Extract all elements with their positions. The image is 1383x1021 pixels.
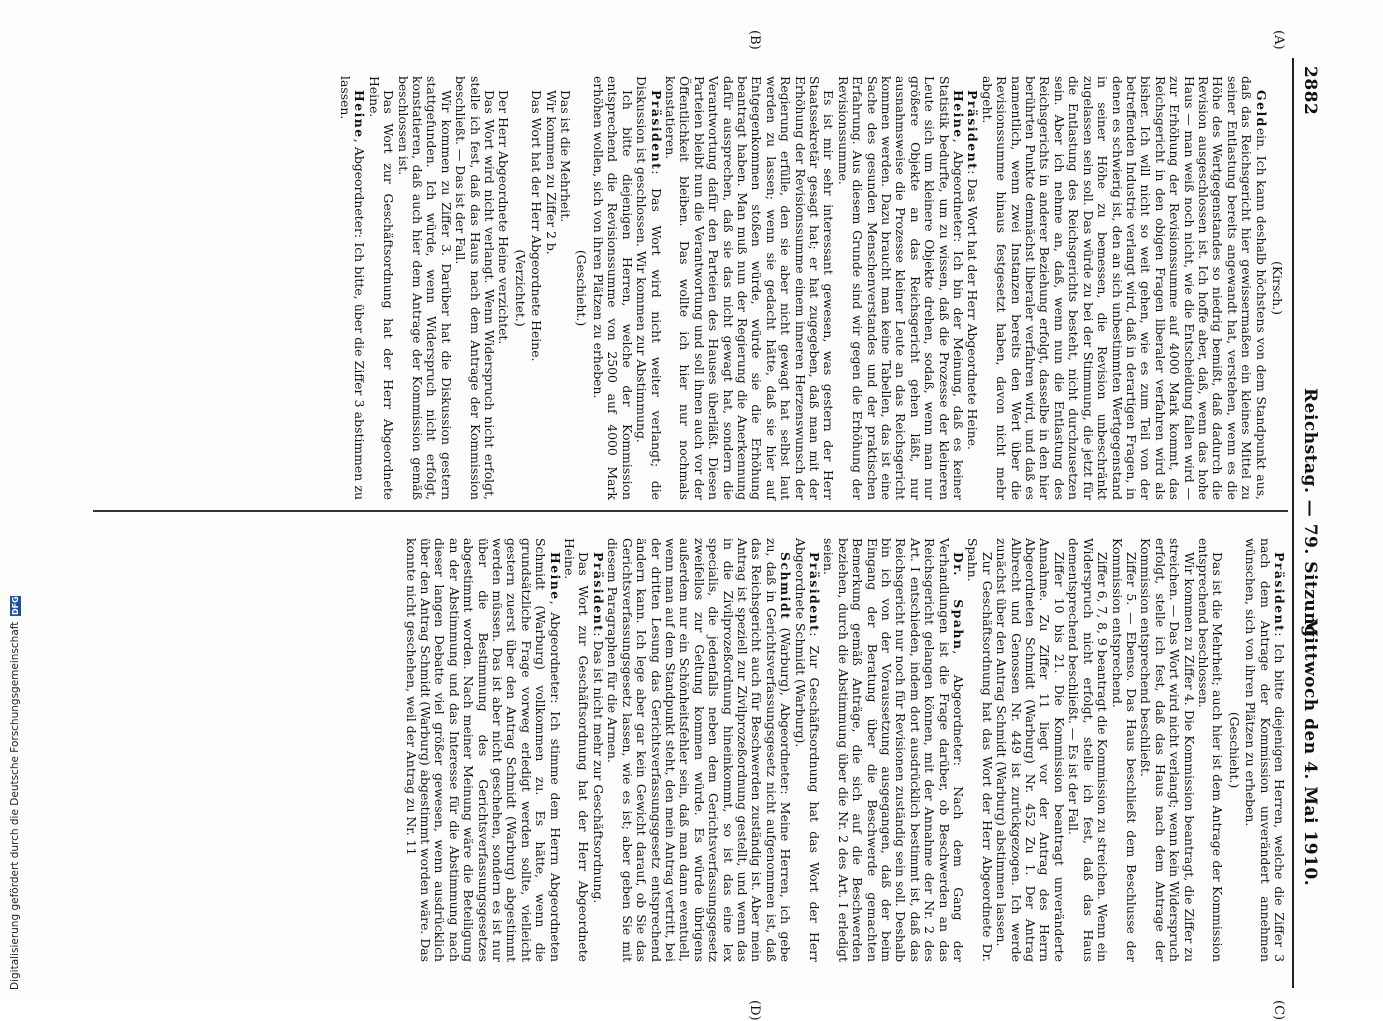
paragraph-text: : Das Wort hat der Herr Abgeordnete Heine. (965, 170, 981, 450)
paragraph (1138, 538, 1196, 962)
paragraph (663, 76, 836, 500)
paragraph (403, 538, 561, 962)
page-header (1296, 58, 1322, 988)
paragraph-text: Es ist mir sehr interessant gewesen, was gestern der Herr Staatssekretär gesagt hat; er hat zugegeben, daß man mit der Erhöhung der Revisionssumme einem inneren Herzenswunsch der Regierung erfülle, den sie aber nicht gewagt hat selbst laut werden zu lassen; wenn sie gedacht hätte, daß sie hier auf Entgegenkommen stoßen würde, würde sie die Erhöhung beantragt haben. Man muß nun der Regierung die Anerkennung dafür aussprechen, daß sie das nicht gewagt hat, sondern die Verantwortung dafür den Parteien des Hauses überläßt. Diesen Parteien bleibt nun die Verantwortung und soll ihnen auch vor der Öffentlichkeit bleiben. Das wollte ich hier nur nochmals konstatieren. (662, 76, 837, 500)
stage-direction (512, 76, 526, 500)
speaker-name: Geld (1253, 90, 1269, 128)
paragraph (994, 538, 1066, 962)
paragraph-text: (Warburg), Abgeordneter: Meine Herren, ich gebe zu, daß in Gerichtsverfassungsgesetz nicht aufgenommen ist, daß das Reichsgericht auch für Beschwerden zuständig ist. Aber mein Antrag ist speziell zur Zivilprozeßordnung gestellt, und wenn das in die Zivilprozeßordnung hineinkommt, so ist das eine lex specialis, die jedenfalls neben dem Gerichtsverfassungsgesetz zweifellos zur Geltung kommen würde. Es würde übrigens außerdem nur ein Schönheitsfehler sein, daß man dann eventuell, wenn man auf dem Standpunkt steht, den mein Antrag vertritt, bei der dritten Lesung das Gerichtsverfassungsgesetz entsprechend ändern kann. Ich lege aber gar kein Gewicht darauf, ob Sie das Gerichtsverfassungsgesetz lassen, wie es ist; aber geben Sie mit diesem Paragraphen für die Armen. (605, 538, 794, 962)
stage-direction (1226, 538, 1240, 962)
speaker-name: Präsident (1272, 552, 1287, 633)
header-date: Mittwoch den 4. Mai 1910. (1300, 618, 1320, 887)
paragraph-text: Das ist die Mehrheit; auch hier ist dem Antrage der Kommission entsprechend beschlossen. (1195, 538, 1226, 962)
margin-letter-d: (D) (747, 1000, 762, 1021)
paragraph (965, 538, 994, 962)
paragraph-text: , Abgeordneter: Nach dem Gang der Verhandlungen ist die Frage darüber, ob Beschwerden an das Reichsgericht gelangen können, mit der Annahme der Nr. 2 des Art. I entschieden, indem dort ausdrücklich bestimmt ist, daß das Reichsgericht nur noch für Revisionen zuständig sein soll. Deshalb bin ich von der Voraussetzung ausgegangen, daß der beim Eingang der Beratung über die Beschwerde gemachten Bemerkung gemäß Anträge, die sich auf die Beschwerden beziehen, durch die Abstimmung über die Nr. 2 des Art. I erledigt seien. (821, 538, 967, 962)
speaker-name: Präsident (590, 552, 606, 633)
stage-direction-text: (Geschieht.) (574, 249, 590, 327)
paragraph (453, 76, 496, 500)
paragraph-text: Zur Geschäftsordnung hat das Wort der Herr Abgeordnete Dr. Spahn. (965, 538, 995, 962)
stage-direction-text: (Verzichtet.) (512, 249, 528, 327)
speaker-name: Heine (951, 90, 967, 139)
paragraph (496, 76, 510, 500)
paragraph-text: Ziffer 6, 7, 8, 9 beantragt die Kommission zu streichen. Wenn ein Widerspruch nicht erfolgt, stelle ich fest, daß das Haus dementsprechend beschließt. — Es ist der Fall. (1066, 538, 1111, 962)
paragraph (562, 538, 591, 962)
right-column (403, 538, 1286, 962)
paragraph-text: : Ich bitte diejenigen Herren, welche die Ziffer 3 nach dem Antrage der Kommission unverändert annehmen wünschen, sich von ihren Plätzen zu erheben. (1243, 538, 1287, 962)
header-rule (1292, 58, 1294, 988)
margin-letter-c: (C) (1271, 1000, 1286, 1021)
paragraph (965, 76, 979, 500)
paragraph (979, 76, 1267, 500)
paragraph-text: : Das ist nicht mehr zur Geschäftsordnung. (590, 632, 606, 904)
paragraph (1196, 538, 1225, 962)
paragraph-text: Wir kommen zu Ziffer 4. Die Kommission beantragt, die Ziffer zu streichen. — Das Wort wird nicht verlangt; wenn kein Widerspruch erfolgt, stelle ich fest, daß das Haus nach dem Antrage der Kommission entsprechend beschließt. (1138, 538, 1197, 962)
paragraph-text: Ich bitte diejenigen Herren, welche der Kommission entsprechend die Revisionssumme von 2500 auf 4000 Mark erhöhen wollen, sich von ihren Plätzen zu erheben. (590, 76, 635, 500)
paragraph (366, 76, 395, 500)
stage-direction-text: (Geschieht.) (1226, 711, 1242, 789)
speaker-name: Schmidt (778, 552, 794, 621)
paragraph (605, 538, 792, 962)
paragraph (1243, 538, 1286, 962)
stage-direction (1270, 76, 1284, 500)
paragraph-text: , Abgeordneter: Ich stimme dem Herrn Abgeordneten Schmidt (Warburg) vollkommen zu. Es hätte, wenn die grundsätzliche Frage vorweg erledigt werden sollte, vielleicht gestern zuerst über den Antrag Schmidt (Warburg) abgestimmt werden müssen. Das ist aber nicht geschehen, sondern es ist nur über die Bestimmung des Gerichtsverfassungsgesetzes abgestimmt worden. Nach meiner Meinung wäre die Beteiligung an der Abstimmung und das Interesse für die Abstimmung nach dieser langen Debatte viel größer gewesen, wenn ausdrücklich über den Antrag Schmidt (Warburg) abgestimmt worden wäre. Das konnte nicht geschehen, weil der Antrag zu Nr. 11 (403, 538, 563, 962)
paragraph-text: Der Herr Abgeordnete Heine verzichtet. (496, 90, 512, 345)
speaker-name: Dr. Spahn (951, 552, 967, 651)
stage-direction-text: (Kirsch.) (1270, 260, 1285, 316)
paragraph-text: Das Wort zur Geschäftsordnung hat der Herr Abgeordnete Heine. (366, 76, 397, 500)
paragraph-text: : Das Wort wird nicht weiter verlangt; die Diskussion ist geschlossen. Wir kommen zur Abstimmung. (634, 76, 664, 500)
paragraph (529, 76, 543, 500)
speaker-name: Präsident (807, 552, 822, 633)
header-title: Reichstag. — 79. Sitzung. (1300, 388, 1320, 644)
paragraph (792, 538, 821, 962)
paragraph (558, 76, 572, 500)
speaker-name: Präsident (965, 90, 981, 171)
paragraph-text: , Abgeordneter: Ich bitte, über die Ziffer 3 abstimmen zu lassen. (338, 76, 368, 500)
footer-text: Digitalisierung gefördert durch die Deutsche Forschungsgemeinschaft (9, 621, 21, 990)
dfg-logo: DFG (10, 596, 20, 615)
paragraph (543, 76, 557, 500)
paragraph (634, 76, 663, 500)
stage-direction (574, 76, 588, 500)
paragraph (835, 76, 965, 500)
paragraph-text: Das ist die Mehrheit. (558, 90, 574, 223)
paragraph-text: Wir kommen zu Ziffer 2 b. (543, 90, 559, 255)
paragraph (395, 76, 453, 500)
paragraph-text: Das Wort zur Geschäftsordnung hat der Herr Abgeordnete Heine. (562, 538, 592, 962)
paragraph-text: ein. Ich kann deshalb höchstens von dem Standpunkt aus, daß das Reichsgericht hier gewissermaßen ein kleines Mittel zu seiner Entlastung bereits angewandt hat, verstehen, wenn es die Höhe des Wertgegenstandes so niedrig bemißt, daß dadurch die Revision ausgeschlossen ist. Ich hoffe aber, daß, wenn das hohe Haus — man weiß noch nicht, wie die Entscheidung fallen wird — zur Erhöhung der Revisionssumme auf 4000 Mark kommt, das Reichsgericht in den obigen Fragen liberaler verfahren wird als bisher. Ich will nicht so weit gehen, wie es zum Teil von der betreffenden Industrie verlangt wird, daß in derartigen Fragen, in denen es schwierig ist, den an sich unbestimmten Wertgegenstand in seiner Höhe zu bemessen, die Revision unbeschränkt zugelassen sein soll. Das würde zu bei der Stimmung, die jetzt für die Entlastung des Reichsgerichts besteht, nicht durchzusetzen sein. Aber ich nehme an, daß, wenn nun die Entlastung des Reichsgerichts in anderer Beziehung erfolgt, dasselbe in den hier berührten Punkte demnächst liberaler verfahren wird, und daß es namentlich, wenn zwei Instanzen bereits den Wert über die Revisionssumme hinaus festgesetzt haben, davon nicht mehr abgeht. (979, 76, 1269, 500)
paragraph-text: Das Wort hat der Herr Abgeordnete Heine. (529, 90, 545, 362)
paragraph (821, 538, 965, 962)
footer-credit (8, 10, 22, 990)
margin-letter-a: (A) (1271, 30, 1286, 50)
left-column (338, 76, 1286, 500)
margin-letter-b: (B) (747, 30, 762, 50)
paragraph (1066, 538, 1109, 962)
paragraph-text: Ziffer 10 bis 21. Die Kommission beantragt unveränderte Annahme. Zu Ziffer 11 liegt vor der Antrag des Herrn Abgeordneten Schmidt (Warburg) Nr. 452 Zu 1. Der Antrag Albrecht und Genossen Nr. 449 ist zurückgezogen. Ich werde zunächst über den Antrag Schmidt (Warburg) abstimmen lassen. (994, 538, 1067, 962)
paragraph (591, 76, 634, 500)
rotated-page-content (62, 30, 1322, 1021)
paragraph (338, 76, 367, 500)
paragraph-text: : Zur Geschäftsordnung hat das Wort der Herr Abgeordnete Schmidt (Warburg). (792, 538, 822, 962)
paragraph-text: Ziffer 5. — Ebenso. Das Haus beschließt dem Beschlusse der Kommission entsprechend. (1109, 538, 1139, 962)
speaker-name: Heine (547, 552, 563, 601)
paragraph (591, 538, 605, 962)
paragraph-text: Das Wort wird nicht verlangt. Wenn Widerspruch nicht erfolgt, stelle ich fest, daß das Haus nach dem Antrage der Kommission beschließt. — Das ist der Fall. (453, 76, 498, 500)
speaker-name: Präsident (648, 90, 664, 171)
paragraph-text: Wir kommen zu Ziffer 3. Darüber hat die Diskussion gestern stattgefunden. Ich würde, wenn Widerspruch nicht erfolgt, konstatieren, daß auch hier dem Antrage der Kommission gemäß beschlossen ist. (395, 76, 454, 500)
paragraph-text: , Abgeordneter: Ich bin der Meinung, daß es keiner Statistik bedurfte, um zu wissen, daß die Prozesse der kleineren Leute sich um kleinere Objekte drehen, sodaß, wenn man nur größere Objekte an das Reichsgericht gehen läßt, nur ausnahmsweise die Prozesse kleiner Leute an das Reichsgericht kommen werden. Dazu braucht man keine Tabellen, das ist eine Sache des gesunden Menschenverstandes und der praktischen Erfahrung. Aus diesem Grunde sind wir gegen die Erhöhung der Revisionssumme. (835, 76, 967, 500)
speaker-name: Heine (352, 90, 368, 139)
paragraph (1109, 538, 1138, 962)
page-number: 2882 (1300, 66, 1320, 116)
column-divider (93, 510, 1288, 512)
